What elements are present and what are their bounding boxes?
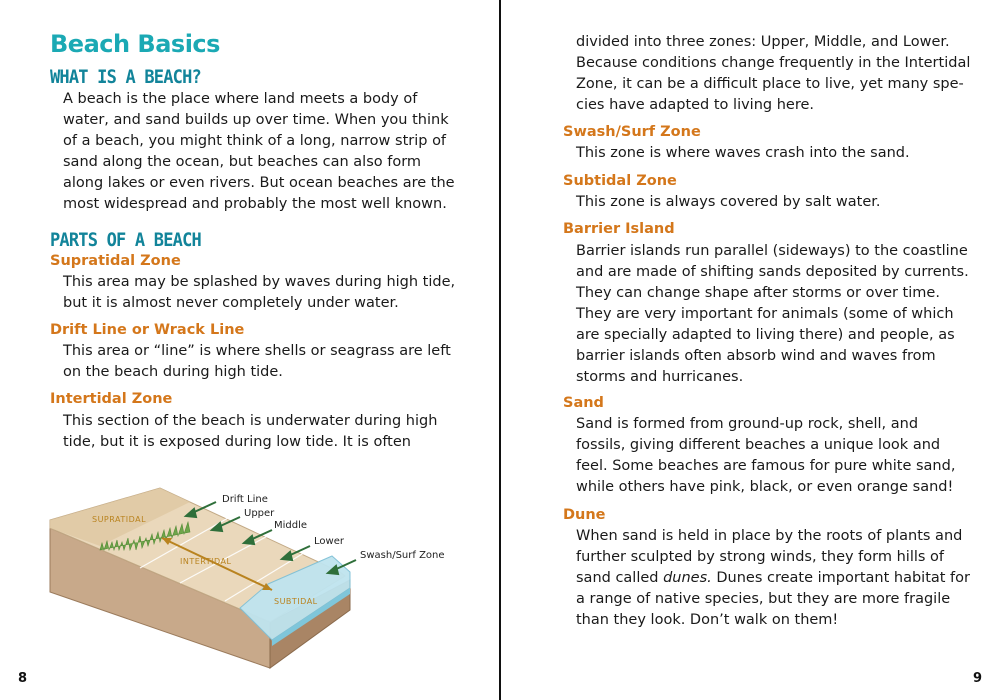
intertidal-heading: Intertidal Zone: [50, 391, 173, 407]
supratidal-heading: Supratidal Zone: [50, 253, 181, 269]
parts-of-a-beach-heading: PARTS OF A BEACH: [50, 229, 201, 252]
text-line: cies have adapted to living here.: [576, 97, 814, 113]
dunes-term: dunes.: [663, 570, 712, 586]
dune-heading: Dune: [563, 507, 606, 523]
zone-label-intertidal: INTERTIDAL: [180, 557, 232, 566]
text-line: tide, but it is exposed during low tide. It is often: [63, 434, 411, 450]
text-line: further sculpted by strong winds, they form hills of: [576, 549, 945, 565]
text-line: of a beach, you might think of a long, narrow strip of: [63, 133, 447, 149]
zone-label-supratidal: SUPRATIDAL: [92, 515, 147, 524]
text-line: feel. Some beaches are famous for pure white sand,: [576, 458, 956, 474]
text-line: A beach is the place where land meets a body of: [63, 91, 418, 107]
label-upper: Upper: [244, 508, 275, 519]
text-line: than they look. Don’t walk on them!: [576, 612, 839, 628]
text-line: a range of native species, but they are more fragile: [576, 591, 951, 607]
text-line: but it is almost never completely under water.: [63, 295, 399, 311]
intertidal-continued-text: [576, 32, 970, 116]
text-line: sand along the ocean, but beaches can also form: [63, 154, 422, 170]
beach-zones-diagram: [40, 480, 460, 670]
label-lower: Lower: [314, 536, 344, 547]
text-line: divided into three zones: Upper, Middle, and Lower.: [576, 34, 950, 50]
text-line: and are made of shifting sands deposited by currents.: [576, 264, 969, 280]
text-line: This area or “line” is where shells or seagrass are left: [63, 343, 451, 359]
drift-line-heading: Drift Line or Wrack Line: [50, 322, 245, 338]
text-line: Barrier islands run parallel (sideways) to the coastline: [576, 243, 968, 259]
right-page: [501, 0, 1000, 700]
text-line: Zone, it can be a difficult place to live, yet many spe-: [576, 76, 964, 92]
zone-label-subtidal: SUBTIDAL: [274, 597, 318, 606]
text-run: Dunes create important habitat for: [711, 570, 970, 586]
text-line: on the beach during high tide.: [63, 364, 283, 380]
barrier-island-heading: Barrier Island: [563, 221, 675, 237]
text-line: This zone is always covered by salt water.: [576, 194, 881, 210]
text-run: sand called: [576, 570, 664, 586]
what-is-a-beach-text: [63, 89, 455, 215]
text-line: while others have pink, black, or even orange sand!: [576, 479, 954, 495]
text-line: They are very important for animals (some of which: [576, 306, 954, 322]
text-line: water, and sand builds up over time. When you think: [63, 112, 449, 128]
text-line: This section of the beach is underwater during high: [63, 413, 438, 429]
text-line: barrier islands often absorb wind and waves from: [576, 348, 936, 364]
text-line: storms and hurricanes.: [576, 369, 744, 385]
dune-text: [576, 526, 970, 631]
text-line: are specially adapted to living there) and people, as: [576, 327, 955, 343]
text-line: This zone is where waves crash into the sand.: [576, 145, 910, 161]
text-line: [576, 568, 970, 589]
intertidal-text: [63, 411, 437, 453]
text-line: Sand is formed from ground-up rock, shell, and: [576, 416, 919, 432]
label-drift-line: Drift Line: [222, 494, 268, 505]
what-is-a-beach-heading: WHAT IS A BEACH?: [50, 66, 201, 89]
sand-heading: Sand: [563, 395, 604, 411]
text-line: This area may be splashed by waves during high tide,: [63, 274, 456, 290]
page-number-right: 9: [972, 671, 982, 686]
swash-surf-zone-heading: Swash/Surf Zone: [563, 124, 701, 140]
text-line: They can change shape after storms or over time.: [576, 285, 940, 301]
barrier-island-text: [576, 241, 969, 388]
swash-surf-zone-text: [576, 143, 910, 164]
left-page: [0, 0, 499, 700]
label-swash-surf-zone: Swash/Surf Zone: [360, 550, 445, 561]
subtidal-zone-text: [576, 192, 881, 213]
subtidal-zone-heading: Subtidal Zone: [563, 173, 677, 189]
text-line: fossils, giving different beaches a unique look and: [576, 437, 941, 453]
text-line: When sand is held in place by the roots of plants and: [576, 528, 963, 544]
sand-text: [576, 414, 955, 498]
supratidal-text: [63, 272, 455, 314]
text-line: most widespread and probably the most well known.: [63, 196, 447, 212]
page-title: Beach Basics: [50, 30, 220, 58]
text-line: Because conditions change frequently in the Intertidal: [576, 55, 971, 71]
text-line: along lakes or even rivers. But ocean beaches are the: [63, 175, 455, 191]
label-middle: Middle: [274, 520, 308, 531]
drift-line-text: [63, 341, 451, 383]
page-number-left: 8: [18, 671, 28, 686]
